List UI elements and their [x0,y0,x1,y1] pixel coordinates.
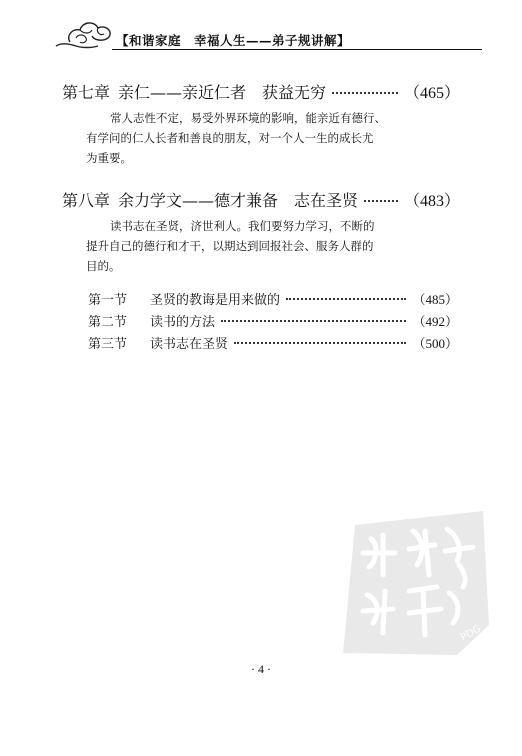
chapter-8-entry[interactable] [62,188,460,211]
seal-label: PDG [459,623,484,644]
section-page: （500） [412,336,458,351]
section-number: 第一节 [88,293,128,308]
section-3-entry[interactable] [88,333,458,352]
chapter-page: （465） [403,85,460,102]
chapter-title: 亲仁——亲近仁者 获益无穷 [118,83,327,102]
section-page: （485） [412,292,458,307]
chapter-7-entry[interactable] [62,80,460,103]
summary-line: 常人志性不定，易受外界环境的影响，能亲近有德行、 [110,111,386,125]
section-page: （492） [412,314,458,329]
running-header [52,12,472,52]
chapter-8-summary [86,216,458,276]
summary-line: 提升自己的德行和才干，以期达到回报社会、服务人群的 [86,239,374,253]
section-number: 第二节 [88,315,128,330]
chapter-number: 第八章 [62,191,111,210]
chapter-title: 余力学文——德才兼备 志在圣贤 [118,191,359,210]
summary-line: 有学问的仁人长者和善良的朋友，对一个人一生的成长尤 [86,131,374,145]
chapter-number: 第七章 [62,83,111,102]
section-1-entry[interactable] [88,289,458,308]
dot-leader [221,320,406,322]
section-title: 读书志在圣贤 [150,337,229,352]
auspicious-cloud-icon [52,12,118,54]
dot-leader [332,92,398,94]
dot-leader [234,342,406,344]
header-title: 【和谐家庭 幸福人生——弟子规讲解】 [116,33,351,48]
chapter-page: （483） [403,193,460,210]
header-rule [112,49,482,50]
section-number: 第三节 [88,337,128,352]
section-title: 读书的方法 [150,315,216,330]
page-number: · 4 · [251,662,271,676]
chapter-7-summary [86,108,458,168]
dot-leader [364,200,398,202]
section-title: 圣贤的教诲是用来做的 [150,293,281,308]
summary-line: 读书志在圣贤，济世利人。我们要努力学习，不断的 [110,219,375,233]
summary-line: 目的。 [86,259,121,273]
dot-leader [286,298,406,300]
summary-line: 为重要。 [86,151,132,165]
seal-watermark [333,505,493,660]
section-2-entry[interactable] [88,311,458,330]
